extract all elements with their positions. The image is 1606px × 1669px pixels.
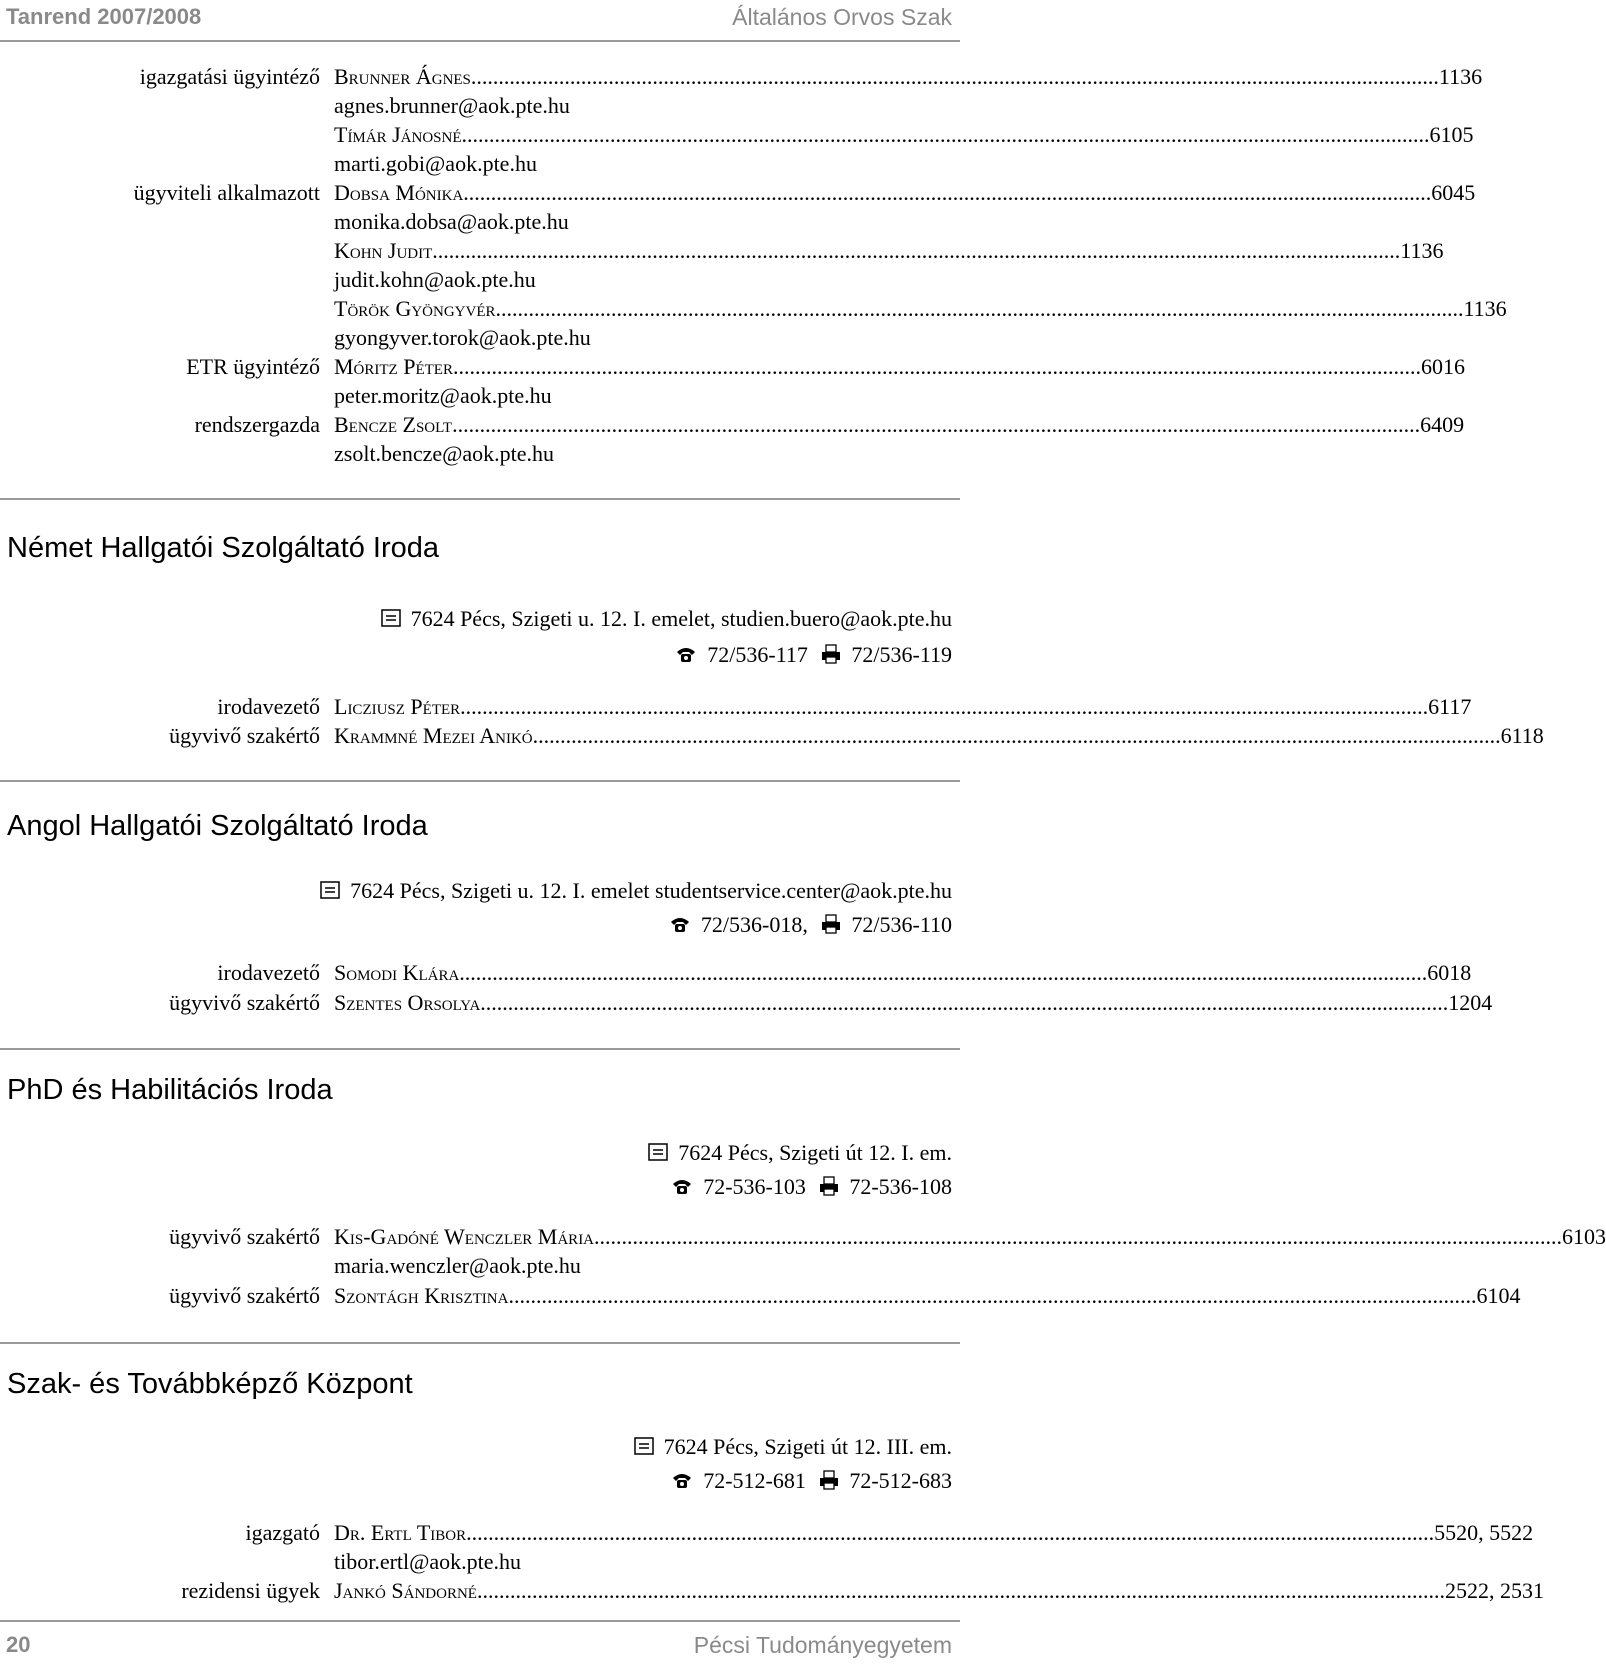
staff-email[interactable]: monika.dobsa@aok.pte.hu: [334, 209, 569, 234]
section-address: [648, 1138, 952, 1170]
staff-row: Török Gyöngyvér ................................................................................................................................................................................ 1136: [0, 294, 960, 324]
header-subject: Általános Orvos Szak: [732, 4, 952, 30]
staff-extension: 6016: [1420, 354, 1465, 379]
staff-row: Kohn Judit ................................................................................................................................................................................ 1136: [0, 236, 960, 266]
staff-role: ügyviteli alkalmazott: [133, 180, 320, 205]
staff-extension: 5520, 5522: [1434, 1520, 1534, 1545]
section-divider: [0, 1048, 960, 1050]
header-rule: [0, 40, 960, 42]
staff-email[interactable]: maria.wenczler@aok.pte.hu: [334, 1253, 581, 1278]
staff-name: Dr. Ertl Tibor: [334, 1520, 467, 1545]
staff-extension: 6105: [1429, 122, 1474, 147]
staff-email-row: [0, 1251, 960, 1281]
staff-extension: 1136: [1400, 238, 1444, 263]
staff-email-row: [0, 265, 960, 295]
telephone-icon: [669, 912, 691, 942]
staff-role: irodavezető: [217, 694, 320, 719]
staff-name: Dobsa Mónika: [334, 180, 464, 205]
section-phone-fax: [669, 910, 952, 942]
staff-email[interactable]: judit.kohn@aok.pte.hu: [334, 267, 536, 292]
staff-email-row: [0, 149, 960, 179]
staff-name: Móritz Péter: [334, 354, 453, 379]
staff-row: ügyvivő szakértő Szontágh Krisztina ................................................................................................................................................................................ 6104: [0, 1281, 960, 1311]
staff-name: Tímár Jánosné: [334, 122, 462, 147]
staff-role: irodavezető: [217, 960, 320, 985]
section-divider: [0, 498, 960, 500]
header-title: Tanrend 2007/2008: [6, 4, 202, 29]
footer-institution: Pécsi Tudományegyetem: [693, 1632, 952, 1658]
address-text: 7624 Pécs, Szigeti út 12. I. em.: [678, 1140, 952, 1165]
fax-icon: [819, 1174, 839, 1204]
fax-icon: [821, 642, 841, 672]
staff-name: Kohn Judit: [334, 238, 433, 263]
staff-row: ügyvivő szakértő Szentes Orsolya ................................................................................................................................................................................ 1204: [0, 988, 960, 1018]
page-footer: [0, 1620, 960, 1669]
phone-number: 72/536-117: [707, 642, 808, 667]
staff-extension: 6103: [1562, 1224, 1606, 1249]
fax-number: 72-536-108: [849, 1174, 952, 1199]
address-text: 7624 Pécs, Szigeti út 12. III. em.: [663, 1434, 952, 1459]
address-text: 7624 Pécs, Szigeti u. 12. I. emelet, studien.buero@aok.pte.hu: [410, 606, 952, 631]
staff-name: Bencze Zsolt: [334, 412, 453, 437]
staff-name: Kis-Gadóné Wenczler Mária: [334, 1224, 595, 1249]
section-divider: [0, 1342, 960, 1344]
staff-name: Szentes Orsolya: [334, 990, 481, 1015]
section-address: [320, 876, 952, 908]
staff-row: igazgató Dr. Ertl Tibor ................................................................................................................................................................................ 5520, 5522: [0, 1518, 960, 1548]
fax-number: 72/536-110: [851, 912, 952, 937]
staff-row: ügyvivő szakértő Krammné Mezei Anikó ................................................................................................................................................................................ 6118: [0, 721, 960, 751]
staff-extension: 6118: [1500, 723, 1544, 748]
staff-extension: 2522, 2531: [1444, 1578, 1544, 1603]
staff-row: irodavezető Licziusz Péter ................................................................................................................................................................................ 6117: [0, 692, 960, 722]
staff-name: Brunner Ágnes: [334, 64, 471, 89]
telephone-icon: [675, 642, 697, 672]
staff-name: Somodi Klára: [334, 960, 460, 985]
staff-extension: 6117: [1428, 694, 1472, 719]
staff-email[interactable]: gyongyver.torok@aok.pte.hu: [334, 325, 591, 350]
section-address: [381, 604, 952, 636]
section-title: Szak- és Továbbképző Központ: [7, 1368, 413, 1400]
staff-role: ügyvivő szakértő: [169, 1224, 320, 1249]
staff-row: irodavezető Somodi Klára ................................................................................................................................................................................ 6018: [0, 958, 960, 988]
staff-extension: 6045: [1431, 180, 1476, 205]
staff-role: rendszergazda: [194, 412, 320, 437]
staff-row: ETR ügyintéző Móritz Péter ................................................................................................................................................................................ 6016: [0, 352, 960, 382]
staff-email-row: [0, 381, 960, 411]
staff-email[interactable]: agnes.brunner@aok.pte.hu: [334, 93, 570, 118]
staff-row: igazgatási ügyintéző Brunner Ágnes ................................................................................................................................................................................ 1136: [0, 62, 960, 92]
staff-extension: 1136: [1438, 64, 1483, 89]
staff-name: Jankó Sándorné: [334, 1578, 477, 1603]
section-divider: [0, 780, 960, 782]
staff-extension: 6409: [1420, 412, 1465, 437]
staff-extension: 1204: [1448, 990, 1493, 1015]
staff-role: rezidensi ügyek: [181, 1578, 320, 1603]
staff-row: Tímár Jánosné ................................................................................................................................................................................ 6105: [0, 120, 960, 150]
footer-rule: [0, 1620, 960, 1622]
staff-email-row: [0, 1547, 960, 1577]
staff-email[interactable]: marti.gobi@aok.pte.hu: [334, 151, 537, 176]
telephone-icon: [671, 1174, 693, 1204]
section-address: [634, 1432, 952, 1464]
staff-email[interactable]: zsolt.bencze@aok.pte.hu: [334, 441, 555, 466]
staff-role: ügyvivő szakértő: [169, 723, 320, 748]
staff-name: Krammné Mezei Anikó: [334, 723, 533, 748]
mailbox-icon: [648, 1140, 668, 1170]
section-title: Angol Hallgatói Szolgáltató Iroda: [7, 810, 428, 842]
staff-email[interactable]: tibor.ertl@aok.pte.hu: [334, 1549, 522, 1574]
staff-role: igazgatási ügyintéző: [139, 64, 320, 89]
mailbox-icon: [634, 1434, 654, 1464]
staff-extension: 6104: [1476, 1283, 1521, 1308]
staff-email-row: [0, 207, 960, 237]
staff-extension: 1136: [1463, 296, 1507, 321]
staff-role: ügyvivő szakértő: [169, 990, 320, 1015]
staff-name: Licziusz Péter: [334, 694, 461, 719]
fax-number: 72/536-119: [851, 642, 952, 667]
section-title: PhD és Habilitációs Iroda: [7, 1074, 333, 1106]
section-title: Német Hallgatói Szolgáltató Iroda: [7, 532, 440, 564]
phone-number: 72-536-103: [703, 1174, 806, 1199]
fax-icon: [819, 1468, 839, 1498]
phone-number: 72/536-018,: [700, 912, 808, 937]
staff-name: Török Gyöngyvér: [334, 296, 496, 321]
telephone-icon: [671, 1468, 693, 1498]
address-text: 7624 Pécs, Szigeti u. 12. I. emelet studentservice.center@aok.pte.hu: [350, 878, 952, 903]
mailbox-icon: [381, 606, 401, 636]
staff-role: igazgató: [245, 1520, 320, 1545]
staff-role: ügyvivő szakértő: [169, 1283, 320, 1308]
page-header: [0, 0, 960, 42]
staff-email[interactable]: peter.moritz@aok.pte.hu: [334, 383, 552, 408]
staff-row: ügyvivő szakértő Kis-Gadóné Wenczler Mária ................................................................................................................................................................................ 6103: [0, 1222, 960, 1252]
staff-email-row: [0, 439, 960, 469]
staff-row: rendszergazda Bencze Zsolt ................................................................................................................................................................................ 6409: [0, 410, 960, 440]
mailbox-icon: [320, 878, 340, 908]
staff-row: ügyviteli alkalmazott Dobsa Mónika ................................................................................................................................................................................ 6045: [0, 178, 960, 208]
page-number: 20: [6, 1632, 31, 1657]
staff-name: Szontágh Krisztina: [334, 1283, 509, 1308]
staff-extension: 6018: [1427, 960, 1472, 985]
staff-email-row: [0, 323, 960, 353]
section-phone-fax: [671, 1172, 952, 1204]
fax-icon: [821, 912, 841, 942]
section-phone-fax: [675, 640, 952, 672]
fax-number: 72-512-683: [849, 1468, 952, 1493]
phone-number: 72-512-681: [703, 1468, 806, 1493]
staff-email-row: [0, 91, 960, 121]
staff-role: ETR ügyintéző: [186, 354, 320, 379]
section-phone-fax: [671, 1466, 952, 1498]
staff-row: rezidensi ügyek Jankó Sándorné ................................................................................................................................................................................ 2522, 2531: [0, 1576, 960, 1606]
